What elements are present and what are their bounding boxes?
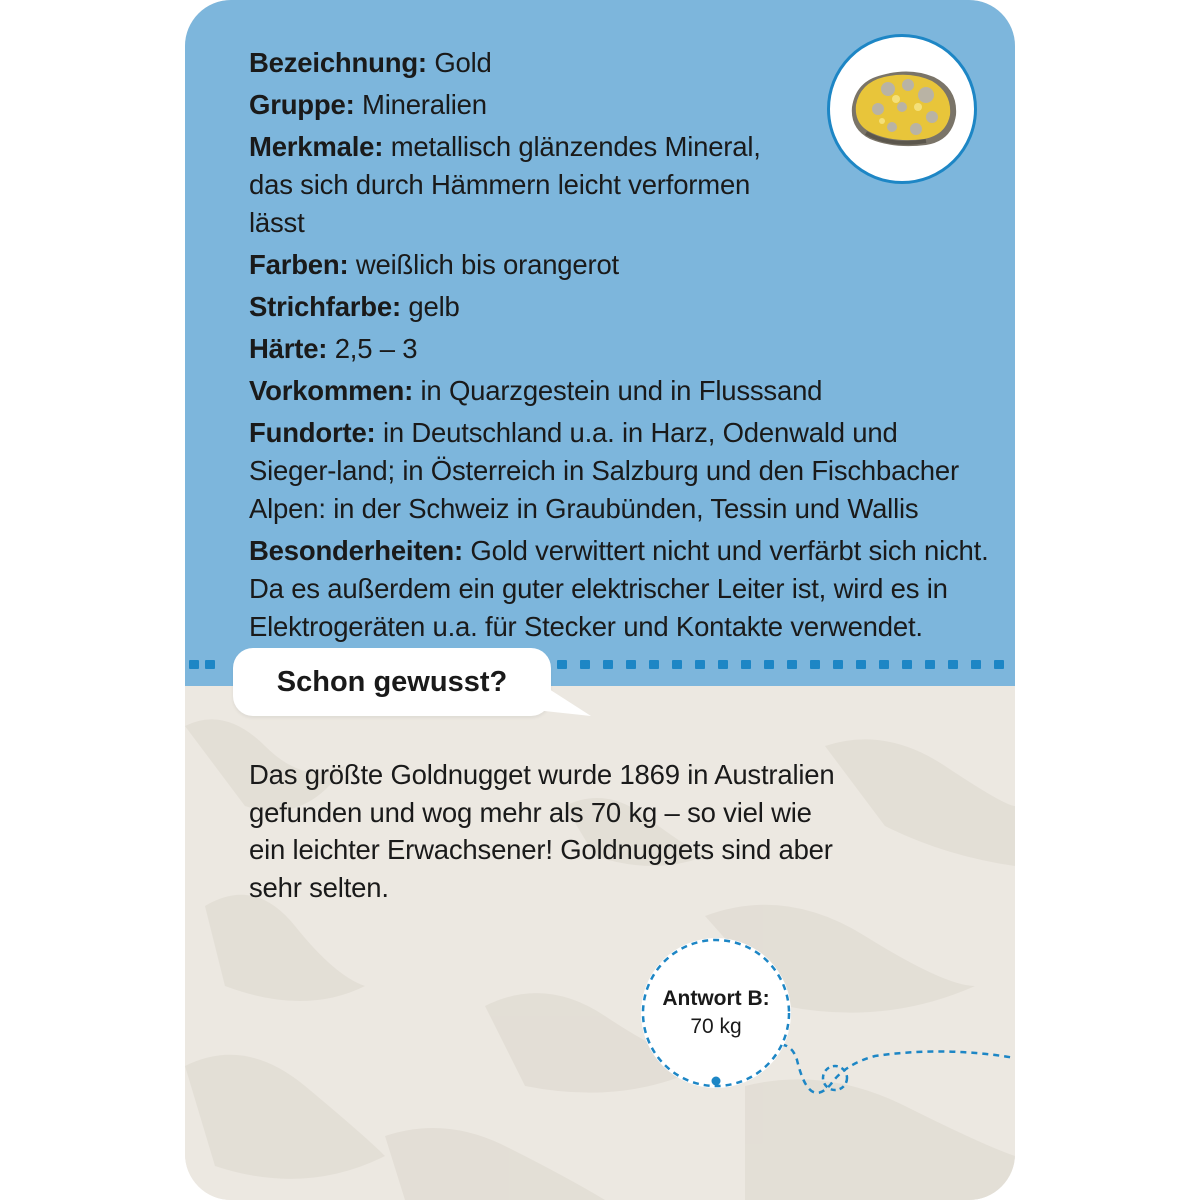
fact-features: Merkmale: metallisch glänzendes Mineral, das sich durch Hämmern leicht verformen lässt [249,131,761,238]
did-you-know-text: Das größte Goldnugget wurde 1869 in Australien gefunden und wog mehr als 70 kg – so viel wie ein leichter Erwachsener! Goldnuggets sind aber sehr selten. [249,759,835,903]
fact-designation: Bezeichnung: Gold [249,47,492,78]
fact-locations: Fundorte: in Deutschland u.a. in Harz, Odenwald und Sieger-land; in Österreich in Salzburg und den Fischbacher Alpen: in der Schweiz in Graubünden, Tessin und Wallis [249,417,959,524]
answer-circle [641,938,791,1088]
answer-circle-border [641,938,791,1088]
fact-streak-color: Strichfarbe: gelb [249,291,460,322]
fact-colors: Farben: weißlich bis orangerot [249,249,619,280]
fact-occurrence: Vorkommen: in Quarzgestein und in Flusssand [249,375,823,406]
dashed-answer-path [185,0,1015,1200]
did-you-know-heading: Schon gewusst? [276,666,508,698]
mineral-card [185,0,1015,1200]
fact-group: Gruppe: Mineralien [249,89,487,120]
answer-value: 70 kg [690,1015,742,1038]
fact-special-features: Besonderheiten: Gold verwittert nicht und verfärbt sich nicht. Da es außerdem ein guter elektrischer Leiter ist, wird es in Elektrogeräten u.a. für Stecker und Kontakte verwendet. [249,535,989,642]
fact-hardness: Härte: 2,5 – 3 [249,333,418,364]
answer-label: Antwort B: [662,987,770,1010]
